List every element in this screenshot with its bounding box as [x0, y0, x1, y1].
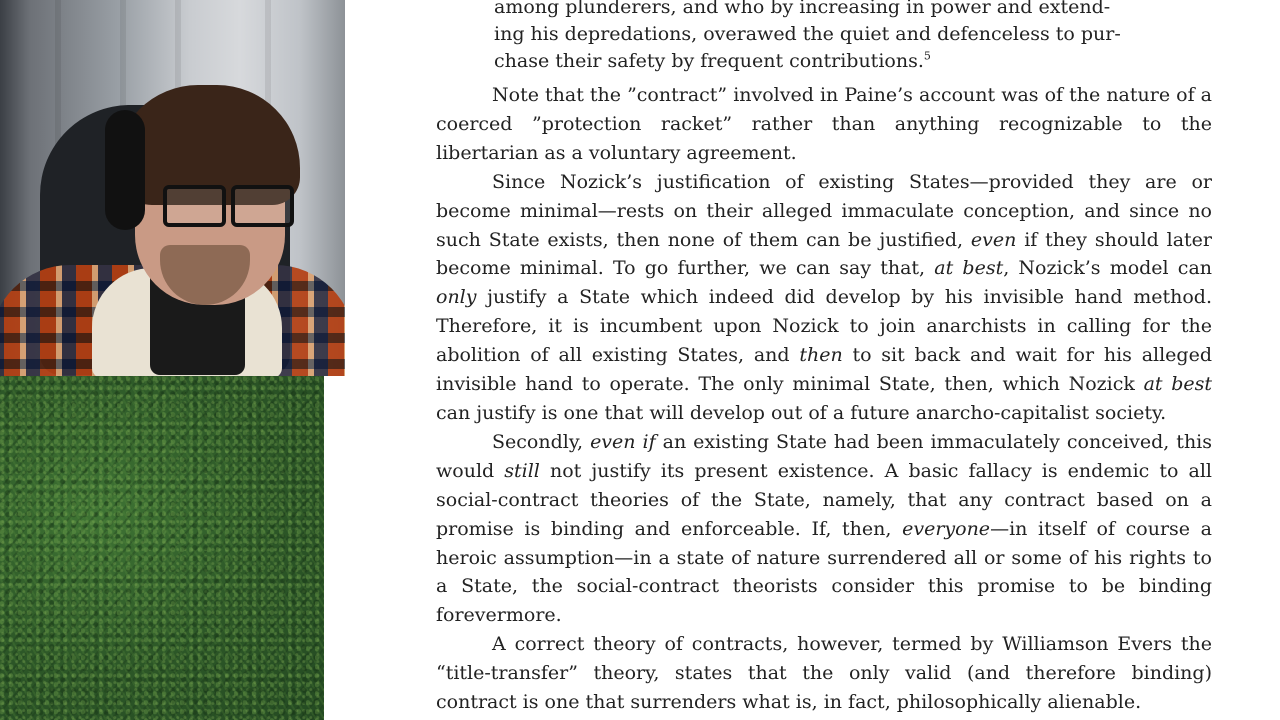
- headphones: [105, 110, 145, 230]
- quote-line-2: ing his depredations, overawed the quiet and defenceless to pur-: [494, 23, 1121, 45]
- emphasis: even if: [590, 430, 656, 453]
- emphasis: everyone: [902, 517, 991, 540]
- emphasis: at best: [1143, 373, 1212, 396]
- text-run: , Nozick’s model can: [1003, 257, 1213, 280]
- glasses-lens-left: [163, 185, 226, 227]
- glasses: [163, 185, 303, 223]
- emphasis: even: [970, 228, 1017, 251]
- glasses-lens-right: [231, 185, 294, 227]
- paragraph-4: A correct theory of contracts, however, termed by Williamson Evers the “title-transfer” theory, states that the only valid (and therefore binding) contract is one that surrenders what is, in fact, philosophically alienable.: [436, 633, 1212, 714]
- footnote-marker: 5: [923, 49, 931, 63]
- text-run: an existing State had been immaculately conceived, this would: [436, 430, 1213, 482]
- webcam-overlay: [0, 0, 345, 376]
- paragraph-3: [436, 428, 1212, 630]
- block-quote: [494, 0, 1212, 75]
- quote-line-1: among plunderers, and who by increasing in power and extend-: [494, 0, 1111, 18]
- document-page: [436, 0, 1212, 717]
- text-run: Secondly,: [492, 430, 591, 453]
- text-run: Since Nozick’s justification of existing States—provided they are or become minimal—rests on their alleged immaculate conception, and since no such State exists, then none of them can be justified,: [436, 170, 1212, 251]
- emphasis: then: [799, 344, 843, 367]
- text-run: to sit back and wait for his alleged invisible hand to operate. The only minimal State, then, which Nozick: [436, 344, 1212, 396]
- emphasis: at best: [934, 257, 1004, 280]
- text-run: —in itself of course a heroic assumption—in a state of nature surrendered all or some of his rights to a State, the social-contract theorists consider this promise to be binding forevermore.: [436, 517, 1213, 627]
- paragraph-1: Note that the ”contract” involved in Paine’s account was of the nature of a coerced ”protection racket” rather than anything recognizable to the libertarian as a voluntary agreement.: [436, 84, 1212, 164]
- emphasis: still: [504, 459, 540, 482]
- paragraph-2: [436, 168, 1212, 428]
- text-run: if they should later become minimal. To go further, we can say that,: [436, 228, 1212, 280]
- quote-line-3: chase their safety by frequent contributions.: [494, 50, 924, 72]
- text-run: justify a State which indeed did develop by his invisible hand method. Therefore, it is incumbent upon Nozick to join anarchists in calling for the abolition of all existing States, and: [436, 286, 1212, 367]
- grass-background-panel: [0, 376, 324, 720]
- emphasis: only: [436, 286, 477, 309]
- text-run: can justify is one that will develop out of a future anarcho-capitalist society.: [436, 401, 1167, 424]
- text-run: not justify its present existence. A basic fallacy is endemic to all social-contract theories of the State, namely, that any contract based on a promise is binding and enforceable. If, then,: [436, 459, 1212, 540]
